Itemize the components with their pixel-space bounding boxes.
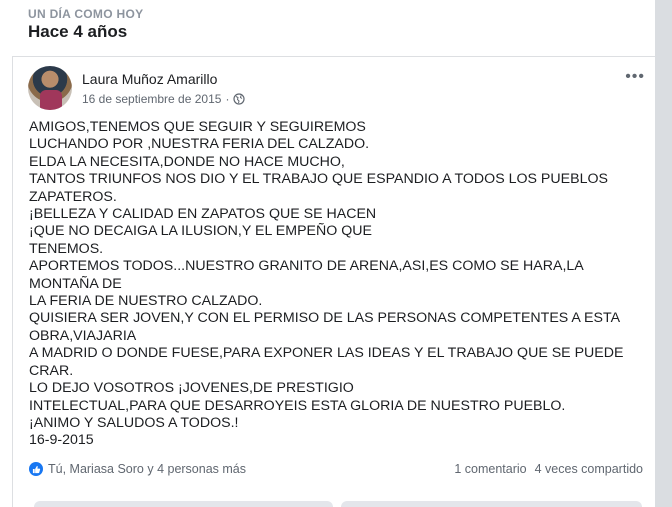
like-icon [29,462,43,476]
post-meta [82,92,245,106]
shares-count[interactable]: 4 veces compartido [534,462,643,476]
more-options-icon[interactable]: ••• [625,68,645,85]
meta-separator: · [225,92,230,106]
author-name[interactable]: Laura Muñoz Amarillo [82,71,218,87]
action-button-right[interactable] [341,501,642,507]
memory-title: Hace 4 años [28,22,128,41]
engagement-counts [454,462,643,476]
reactions-text[interactable]: Tú, Mariasa Soro y 4 personas más [48,462,246,476]
globe-icon[interactable] [233,93,245,105]
memory-kicker: UN DÍA COMO HOY [28,7,144,21]
scroll-gutter [655,0,672,507]
comments-count[interactable]: 1 comentario [454,462,527,476]
avatar-figure [40,90,62,110]
avatar[interactable] [28,66,72,110]
reactions-summary[interactable] [29,462,246,476]
post-date[interactable]: 16 de septiembre de 2015 [82,92,222,106]
post-text: AMIGOS,TENEMOS QUE SEGUIR Y SEGUIREMOS LUCHANDO POR ,NUESTRA FERIA DEL CALZADO. ELDA LA NECESITA,DONDE NO HACE MUCHO, TANTOS TRIUNFOS NOS DIO Y EL TRABAJO QUE ESPANDIO A TODOS LOS PUEBLOS ZAPATEROS. ¡BELLEZA Y CALIDAD EN ZAPATOS QUE SE HACEN ¡QUE NO DECAIGA LA ILUSION,Y EL EMPEÑO QUE TENEMOS. APORTEMOS TODOS...NUESTRO GRANITO DE ARENA,ASI,ES COMO SE HARA,LA MONTAÑA DE LA FERIA DE NUESTRO CALZADO. QUISIERA SER JOVEN,Y CON EL PERMISO DE LAS PERSONAS COMPETENTES A ESTA OBRA,VIAJARIA A MADRID O DONDE FUESE,PARA EXPONER LAS IDEAS Y EL TRABAJO QUE SE PUEDE CRAR. LO DEJO VOSOTROS ¡JOVENES,DE PRESTIGIO INTELECTUAL,PARA QUE DESARROYEIS ESTA GLORIA DE NUESTRO PUEBLO. ¡ANIMO Y SALUDOS A TODOS.! 16-9-2015 [29,119,624,449]
action-button-left[interactable] [34,501,333,507]
post-card [12,56,655,507]
